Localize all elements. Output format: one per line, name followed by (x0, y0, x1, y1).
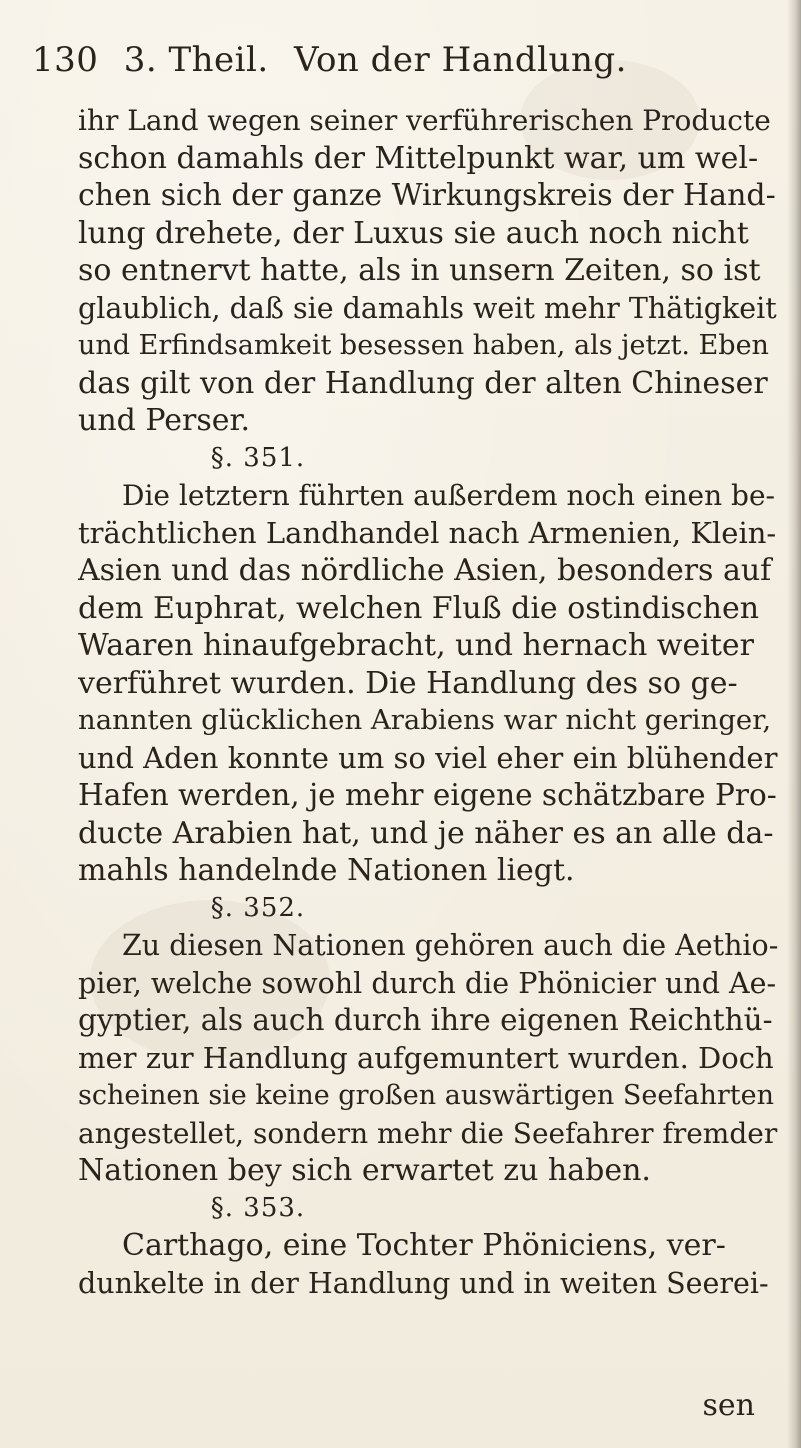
part-label: 3. Theil. (123, 40, 269, 80)
text-line: Carthago, eine Tochter Phöniciens, ver- (122, 1228, 726, 1263)
text-line: angestellet, sondern mehr die Seefahrer fremder (78, 1116, 778, 1150)
text-line: gyptier, als auch durch ihre eigenen Reichthü- (78, 1003, 773, 1037)
text-line: lung drehete, der Luxus sie auch noch nicht (78, 215, 749, 251)
text-line: Waaren hinaufgebracht, und hernach weiter (78, 628, 754, 663)
section-marker: §. 353. (210, 1192, 306, 1223)
text-line: schon damahls der Mittelpunkt war, um wel- (78, 140, 759, 176)
text-line: trächtlichen Landhandel nach Armenien, Klein- (78, 515, 777, 550)
text-line: und Erfindsamkeit besessen haben, als jetzt. Eben (78, 330, 769, 361)
text-line: dem Euphrat, welchen Fluß die ostindischen (78, 590, 760, 626)
running-header (32, 40, 627, 80)
text-line: dunkelte in der Handlung und in weiten Seerei- (78, 1266, 769, 1300)
page-gutter-shadow (787, 0, 801, 1448)
text-line: nannten glücklichen Arabiens war nicht geringer, (78, 704, 772, 736)
text-line: Zu diesen Nationen gehören auch die Aethio- (122, 929, 778, 962)
text-line: ducte Arabien hat, und je näher es an alle da- (78, 815, 774, 851)
text-line: mahls handelnde Nationen liegt. (78, 853, 575, 888)
text-line: glaublich, daß sie damahls weit mehr Thätigkeit (78, 291, 777, 325)
text-line: das gilt von der Handlung der alten Chineser (78, 365, 768, 401)
text-line: Asien und das nördliche Asien, besonders auf (78, 553, 772, 588)
text-line: so entnervt hatte, als in unsern Zeiten, so ist (78, 253, 761, 288)
running-title: Von der Handlung. (294, 40, 627, 80)
section-marker: §. 351. (210, 442, 306, 473)
section-marker: §. 352. (210, 892, 306, 923)
text-line: scheinen sie keine großen auswärtigen Seefahrten (78, 1080, 774, 1111)
catchword: sen (702, 1388, 755, 1423)
text-line: Die letztern führten außerdem noch einen be- (122, 479, 775, 512)
page-body (78, 102, 778, 1302)
page-number: 130 (32, 40, 99, 80)
text-line: chen sich der ganze Wirkungskreis der Hand- (78, 178, 776, 213)
text-line: Hafen werden, je mehr eigene schätzbare Pro- (78, 778, 777, 812)
text-line: verführet wurden. Die Handlung des so ge- (78, 665, 738, 701)
text-line: Nationen bey sich erwartet zu haben. (78, 1153, 651, 1188)
text-line: pier, welche sowohl durch die Phönicier und Ae- (78, 966, 777, 1000)
text-line: ihr Land wegen seiner verführerischen Producte (78, 104, 771, 137)
text-line: mer zur Handlung aufgemuntert wurden. Doch (78, 1040, 774, 1075)
text-line: und Aden konnte um so viel eher ein blühender (78, 740, 778, 775)
text-line: und Perser. (78, 403, 251, 438)
